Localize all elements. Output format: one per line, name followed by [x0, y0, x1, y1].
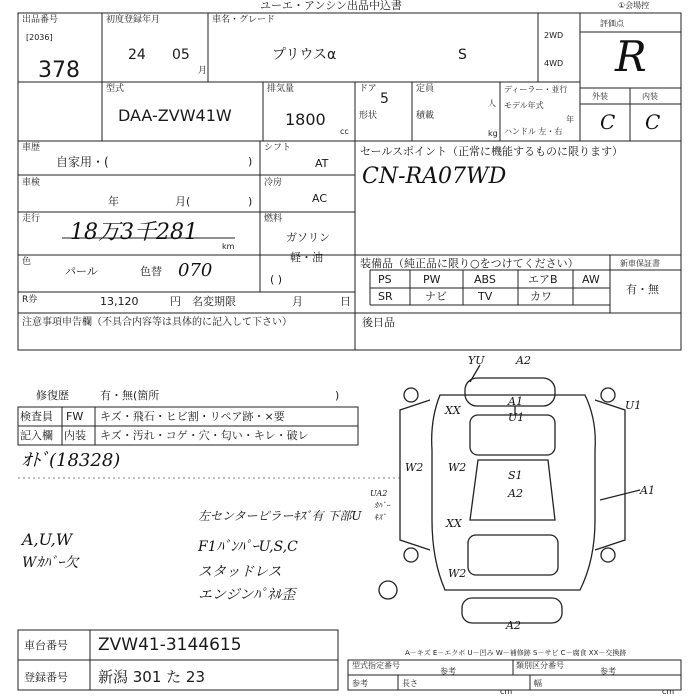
displacement-value: 1800: [285, 110, 326, 129]
equip-leather: カワ: [530, 290, 552, 303]
shift-value: AT: [315, 157, 329, 170]
mileage-label: 走行: [22, 214, 41, 224]
mileage-unit: km: [222, 242, 235, 251]
lot-code: [2036]: [26, 33, 53, 42]
checker-label: 検査員: [20, 410, 53, 423]
doors-value: 5: [380, 91, 389, 107]
inspection-month: 月(: [175, 195, 191, 208]
chassis-label: 車台番号: [24, 639, 68, 652]
recycle-unit: 円: [170, 295, 181, 308]
dealer-label: ディーラー・並行: [504, 85, 568, 94]
lot-number: 378: [38, 58, 80, 83]
score-label: 評価点: [600, 19, 624, 28]
inspection-label: 車検: [22, 178, 41, 188]
registration-number: 新潟 301 た 23: [98, 668, 206, 686]
class-spec-label: 類別区分番号: [516, 661, 564, 670]
registration-label: 登録番号: [24, 671, 68, 684]
repair-value: 有・無(箇所: [100, 389, 160, 402]
first-reg-year: 24: [128, 47, 146, 63]
mark-a1-right: A1: [640, 484, 655, 497]
lot-label: 出品番号: [22, 15, 59, 25]
inspection-close: ): [248, 195, 253, 208]
load-unit: kg: [488, 129, 498, 138]
mark-xx-rear: XX: [446, 517, 462, 530]
note-wiper-cover: Wｶﾊﾞｰ欠: [22, 555, 79, 571]
length-label: 長さ: [402, 679, 418, 688]
shift-label: シフト: [264, 143, 292, 153]
note-auw: A,U,W: [22, 530, 73, 549]
color-value: パール: [65, 265, 98, 278]
mark-yu: YU: [468, 354, 485, 367]
doors-label: ドア: [359, 84, 377, 94]
year-unit: 年: [566, 115, 574, 124]
equip-aw: AW: [582, 273, 600, 286]
record-label: 記入欄: [20, 429, 53, 442]
deadline-month: 月: [292, 295, 303, 308]
displacement-label: 排気量: [267, 84, 295, 94]
first-reg-month: 05: [172, 47, 190, 63]
exterior-value: C: [600, 110, 616, 134]
length-unit: cm: [500, 687, 513, 696]
capacity-label: 定員: [416, 84, 435, 94]
score-value: R: [615, 32, 647, 81]
type-spec-ref: 参考: [440, 667, 456, 676]
form-title: ユーエ・アンシン出品中込書: [260, 0, 403, 12]
venue-label: ①会場控: [618, 1, 650, 10]
model-label: 型式: [106, 84, 125, 94]
model-year-label: モデル年式: [504, 101, 544, 110]
note-studless: スタッドレス: [198, 564, 282, 580]
warranty-label: 新車保証書: [620, 259, 660, 268]
fw-items: キズ・飛石・ヒビ割・リペア跡・×要: [100, 410, 285, 423]
type-spec-label: 型式指定番号: [352, 661, 400, 670]
usage-label: 車歴: [22, 143, 41, 153]
equip-tv: TV: [478, 290, 493, 303]
displacement-unit: cc: [340, 127, 349, 136]
equip-navi: ナビ: [425, 290, 447, 303]
equipment-label: 装備品（純正品に限り○をつけてください）: [360, 257, 579, 270]
mileage-value: 18万3千281: [70, 220, 198, 245]
note-pillar: 左センターピラーｷｽﾞ有 下部U: [198, 509, 362, 523]
mark-scratch: ｷｽﾞ: [374, 513, 386, 522]
dimension-ref: 参考: [352, 679, 368, 688]
warranty-value: 有・無: [626, 283, 659, 296]
mark-u1-right: U1: [625, 399, 642, 412]
repair-label: 修復歴: [36, 389, 69, 402]
drive-4wd: 4WD: [544, 59, 564, 68]
load-label: 積載: [416, 111, 435, 121]
mark-s1: S1: [508, 469, 523, 482]
equip-abs: ABS: [474, 273, 496, 286]
damage-legend: A－キズ E－エクボ U－凹み W－補修跡 S－サビ C－腐食 XX－交換跡: [405, 649, 627, 657]
recycle-label: R券: [22, 295, 38, 305]
color-code: 070: [178, 260, 213, 281]
mark-cover: ｶﾊﾞｰ: [374, 501, 390, 510]
mark-ua2: UA2: [370, 489, 388, 498]
first-reg-month-unit: 月: [198, 66, 208, 76]
equip-ps: PS: [378, 273, 392, 286]
fw-label: FW: [66, 410, 84, 423]
model-value: DAA-ZVW41W: [118, 106, 232, 125]
repair-close: ): [335, 389, 340, 402]
mark-w2-rear: W2: [448, 567, 467, 580]
notes-label: 注意事項申告欄（不具合内容等は具体的に記入して下さい）: [22, 317, 292, 328]
mark-xx-front: XX: [445, 404, 461, 417]
inspection-year: 年: [108, 195, 119, 208]
mark-u1-hood: U1: [508, 411, 525, 424]
deadline-day: 日: [340, 295, 351, 308]
name-change-deadline: 名変期限: [192, 295, 236, 308]
sales-point-label: セールスポイント（正常に機能するものに限ります）: [360, 145, 624, 158]
shape-label: 形状: [359, 111, 378, 121]
note-engine-panel: エンジンﾊﾟﾈﾙ歪: [198, 587, 296, 603]
exterior-label: 外装: [592, 92, 608, 101]
interior-value: C: [645, 110, 661, 134]
odo-note: ｵﾄﾞ(18328): [22, 450, 121, 471]
mark-a2-roof: A2: [508, 487, 523, 500]
interior-check-label: 内装: [64, 429, 86, 442]
ac-label: 冷房: [264, 178, 283, 188]
car-grade-value: S: [458, 47, 467, 63]
handle-label: ハンドル 左・右: [504, 127, 563, 136]
fuel-label: 燃料: [264, 214, 283, 224]
interior-label: 内装: [642, 92, 658, 101]
ac-value: AC: [312, 192, 328, 205]
rear-label: 後日品: [362, 316, 395, 329]
color-label: 色: [22, 257, 32, 267]
usage-value: 自家用・(: [56, 155, 109, 169]
car-name-label: 車名・グレード: [212, 15, 276, 25]
sales-point-value: CN-RA07WD: [362, 164, 507, 189]
mark-a2-top: A2: [516, 354, 531, 367]
mark-a1: A1: [508, 395, 523, 408]
note-bumper: F1ﾊﾞﾝﾊﾟｰU,S,C: [198, 539, 298, 555]
width-unit: cm: [662, 687, 675, 696]
mark-w2-door: W2: [448, 461, 467, 474]
mark-a2-rear: A2: [506, 619, 521, 632]
fuel-other: ( ): [270, 273, 283, 286]
equip-airbag: エアB: [528, 273, 558, 286]
car-name-value: プリウスα: [272, 47, 337, 63]
chassis-number: ZVW41-3144615: [98, 635, 242, 655]
equip-pw: PW: [423, 273, 441, 286]
color-code-label: 色替: [140, 265, 162, 278]
first-reg-label: 初度登録年月: [106, 15, 161, 25]
fuel-diesel: 軽・油: [290, 251, 323, 264]
fuel-gas: ガソリン: [286, 231, 330, 244]
equip-sr: SR: [378, 290, 393, 303]
mark-w2-left: W2: [405, 461, 424, 474]
usage-close: ): [248, 155, 253, 168]
class-spec-ref: 参考: [600, 667, 616, 676]
interior-check-items: キズ・汚れ・コゲ・穴・匂い・キレ・破レ: [100, 429, 309, 442]
drive-2wd: 2WD: [544, 31, 564, 40]
recycle-value: 13,120: [100, 295, 139, 308]
width-label: 幅: [534, 679, 542, 688]
capacity-unit: 人: [488, 99, 496, 108]
